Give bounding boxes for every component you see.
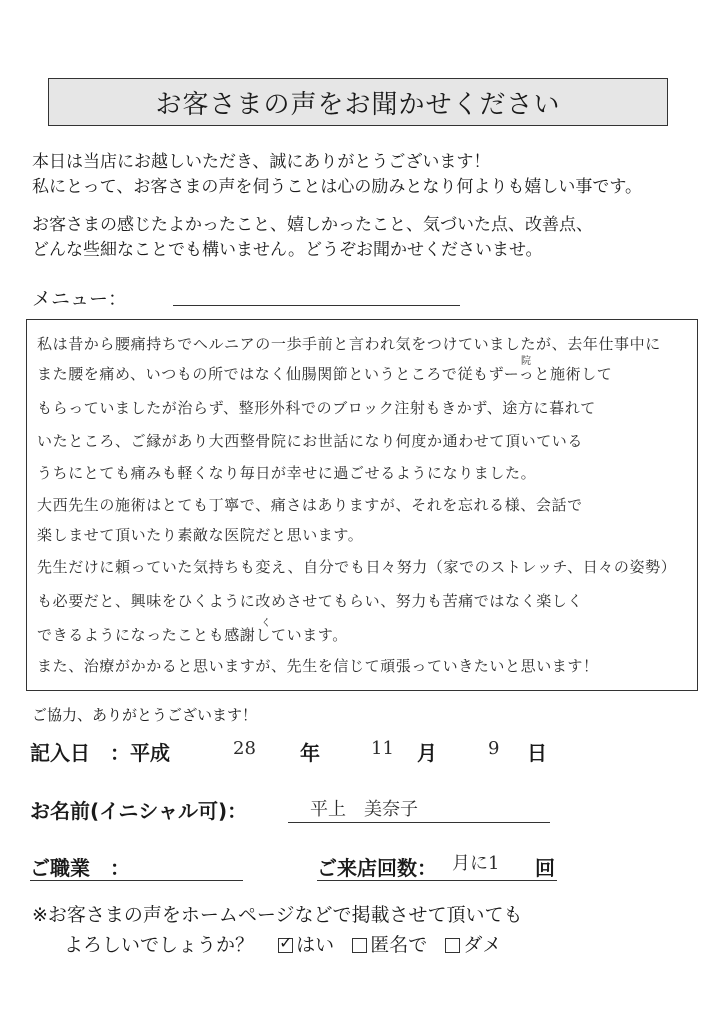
comment-line-5: うちにとても痛みも軽くなり毎日が幸せに過ごせるようになりました。	[37, 464, 537, 482]
date-month-value[interactable]: 11	[371, 738, 394, 759]
comment-line-8: 先生だけに頼っていた気持ちも変え、自分でも日々努力（家でのストレッチ、日々の姿勢）	[37, 558, 677, 576]
intro-line-3: お客さまの感じたよかったこと、嬉しかったこと、気づいた点、改善点、	[32, 215, 593, 235]
comment-line-7: 楽しませて頂いたり素敵な医院だと思います。	[37, 526, 364, 544]
consent-anonymous-checkbox[interactable]	[352, 938, 367, 953]
comment-line-9: も必要だと、興味をひくように改めさせてもらい、努力も苦痛ではなく楽しく	[37, 592, 584, 610]
visits-value[interactable]: 月に1	[452, 853, 500, 874]
consent-question-line-1: ※お客さまの声をホームページなどで掲載させて頂いても	[32, 904, 523, 926]
intro-line-2: 私にとって、お客さまの声を伺うことは心の励みとなり何よりも嬉しい事です。	[32, 177, 642, 197]
check-mark-icon: ✓	[279, 933, 293, 952]
comment-line-6: 大西先生の施術はとても丁寧で、痛さはありますが、それを忘れる様、会話で	[37, 496, 583, 514]
menu-label: メニュー：	[32, 288, 128, 310]
consent-question-line-2	[64, 930, 501, 957]
date-day-value[interactable]: 9	[488, 738, 500, 759]
consent-yes-label: はい	[296, 934, 335, 956]
consent-no-checkbox[interactable]	[445, 938, 460, 953]
date-label: 記入日 ：平成	[30, 741, 170, 765]
consent-question-text: よろしいでしょうか？	[64, 934, 255, 956]
name-underline	[288, 822, 550, 823]
consent-anonymous-label: 匿名で	[370, 934, 428, 956]
visits-label: ご来店回数：	[317, 856, 437, 880]
form-title-text: お客さまの声をお聞かせください	[155, 89, 561, 120]
comment-insertion-2: く	[261, 618, 271, 629]
name-value[interactable]: 平上 美奈子	[310, 799, 418, 820]
thanks-text: ご協力、ありがとうございます！	[32, 706, 258, 724]
date-day-unit: 日	[527, 741, 547, 765]
date-month-unit: 月	[417, 741, 437, 765]
date-year-value[interactable]: 28	[233, 738, 256, 759]
occupation-label: ご職業 ：	[30, 856, 130, 880]
intro-line-4: どんな些細なことでも構いません。どうぞお聞かせくださいませ。	[32, 240, 543, 260]
consent-no-label: ダメ	[463, 934, 502, 956]
occupation-underline	[30, 880, 243, 881]
comment-line-1: 私は昔から腰痛持ちでヘルニアの一歩手前と言われ気をつけていましたが、去年仕事中に	[37, 335, 661, 353]
date-year-unit: 年	[300, 741, 320, 765]
form-title	[48, 78, 668, 126]
visits-unit: 回	[535, 856, 555, 880]
name-label: お名前(イニシャル可)：	[30, 799, 248, 823]
consent-yes-checkbox[interactable]	[278, 933, 293, 953]
comment-line-3: もらっていましたが治らず、整形外科でのブロック注射もきかず、途方に暮れて	[37, 399, 596, 417]
intro-line-1: 本日は当店にお越しいただき、誠にありがとうございます！	[32, 152, 491, 172]
comment-line-4: いたところ、ご縁があり大西整骨院にお世話になり何度か通わせて頂いている	[37, 432, 584, 450]
menu-field[interactable]	[173, 305, 460, 306]
comment-insertion-1: 院	[521, 356, 531, 367]
comment-line-10: できるようになったことも感謝しています。	[37, 626, 348, 644]
comment-line-11: また、治療がかかると思いますが、先生を信じて頑張っていきたいと思います！	[37, 657, 599, 675]
comment-line-2: また腰を痛め、いつもの所ではなく仙腸関節というところで従もずーっと施術して	[37, 365, 613, 383]
visits-underline	[317, 880, 557, 881]
